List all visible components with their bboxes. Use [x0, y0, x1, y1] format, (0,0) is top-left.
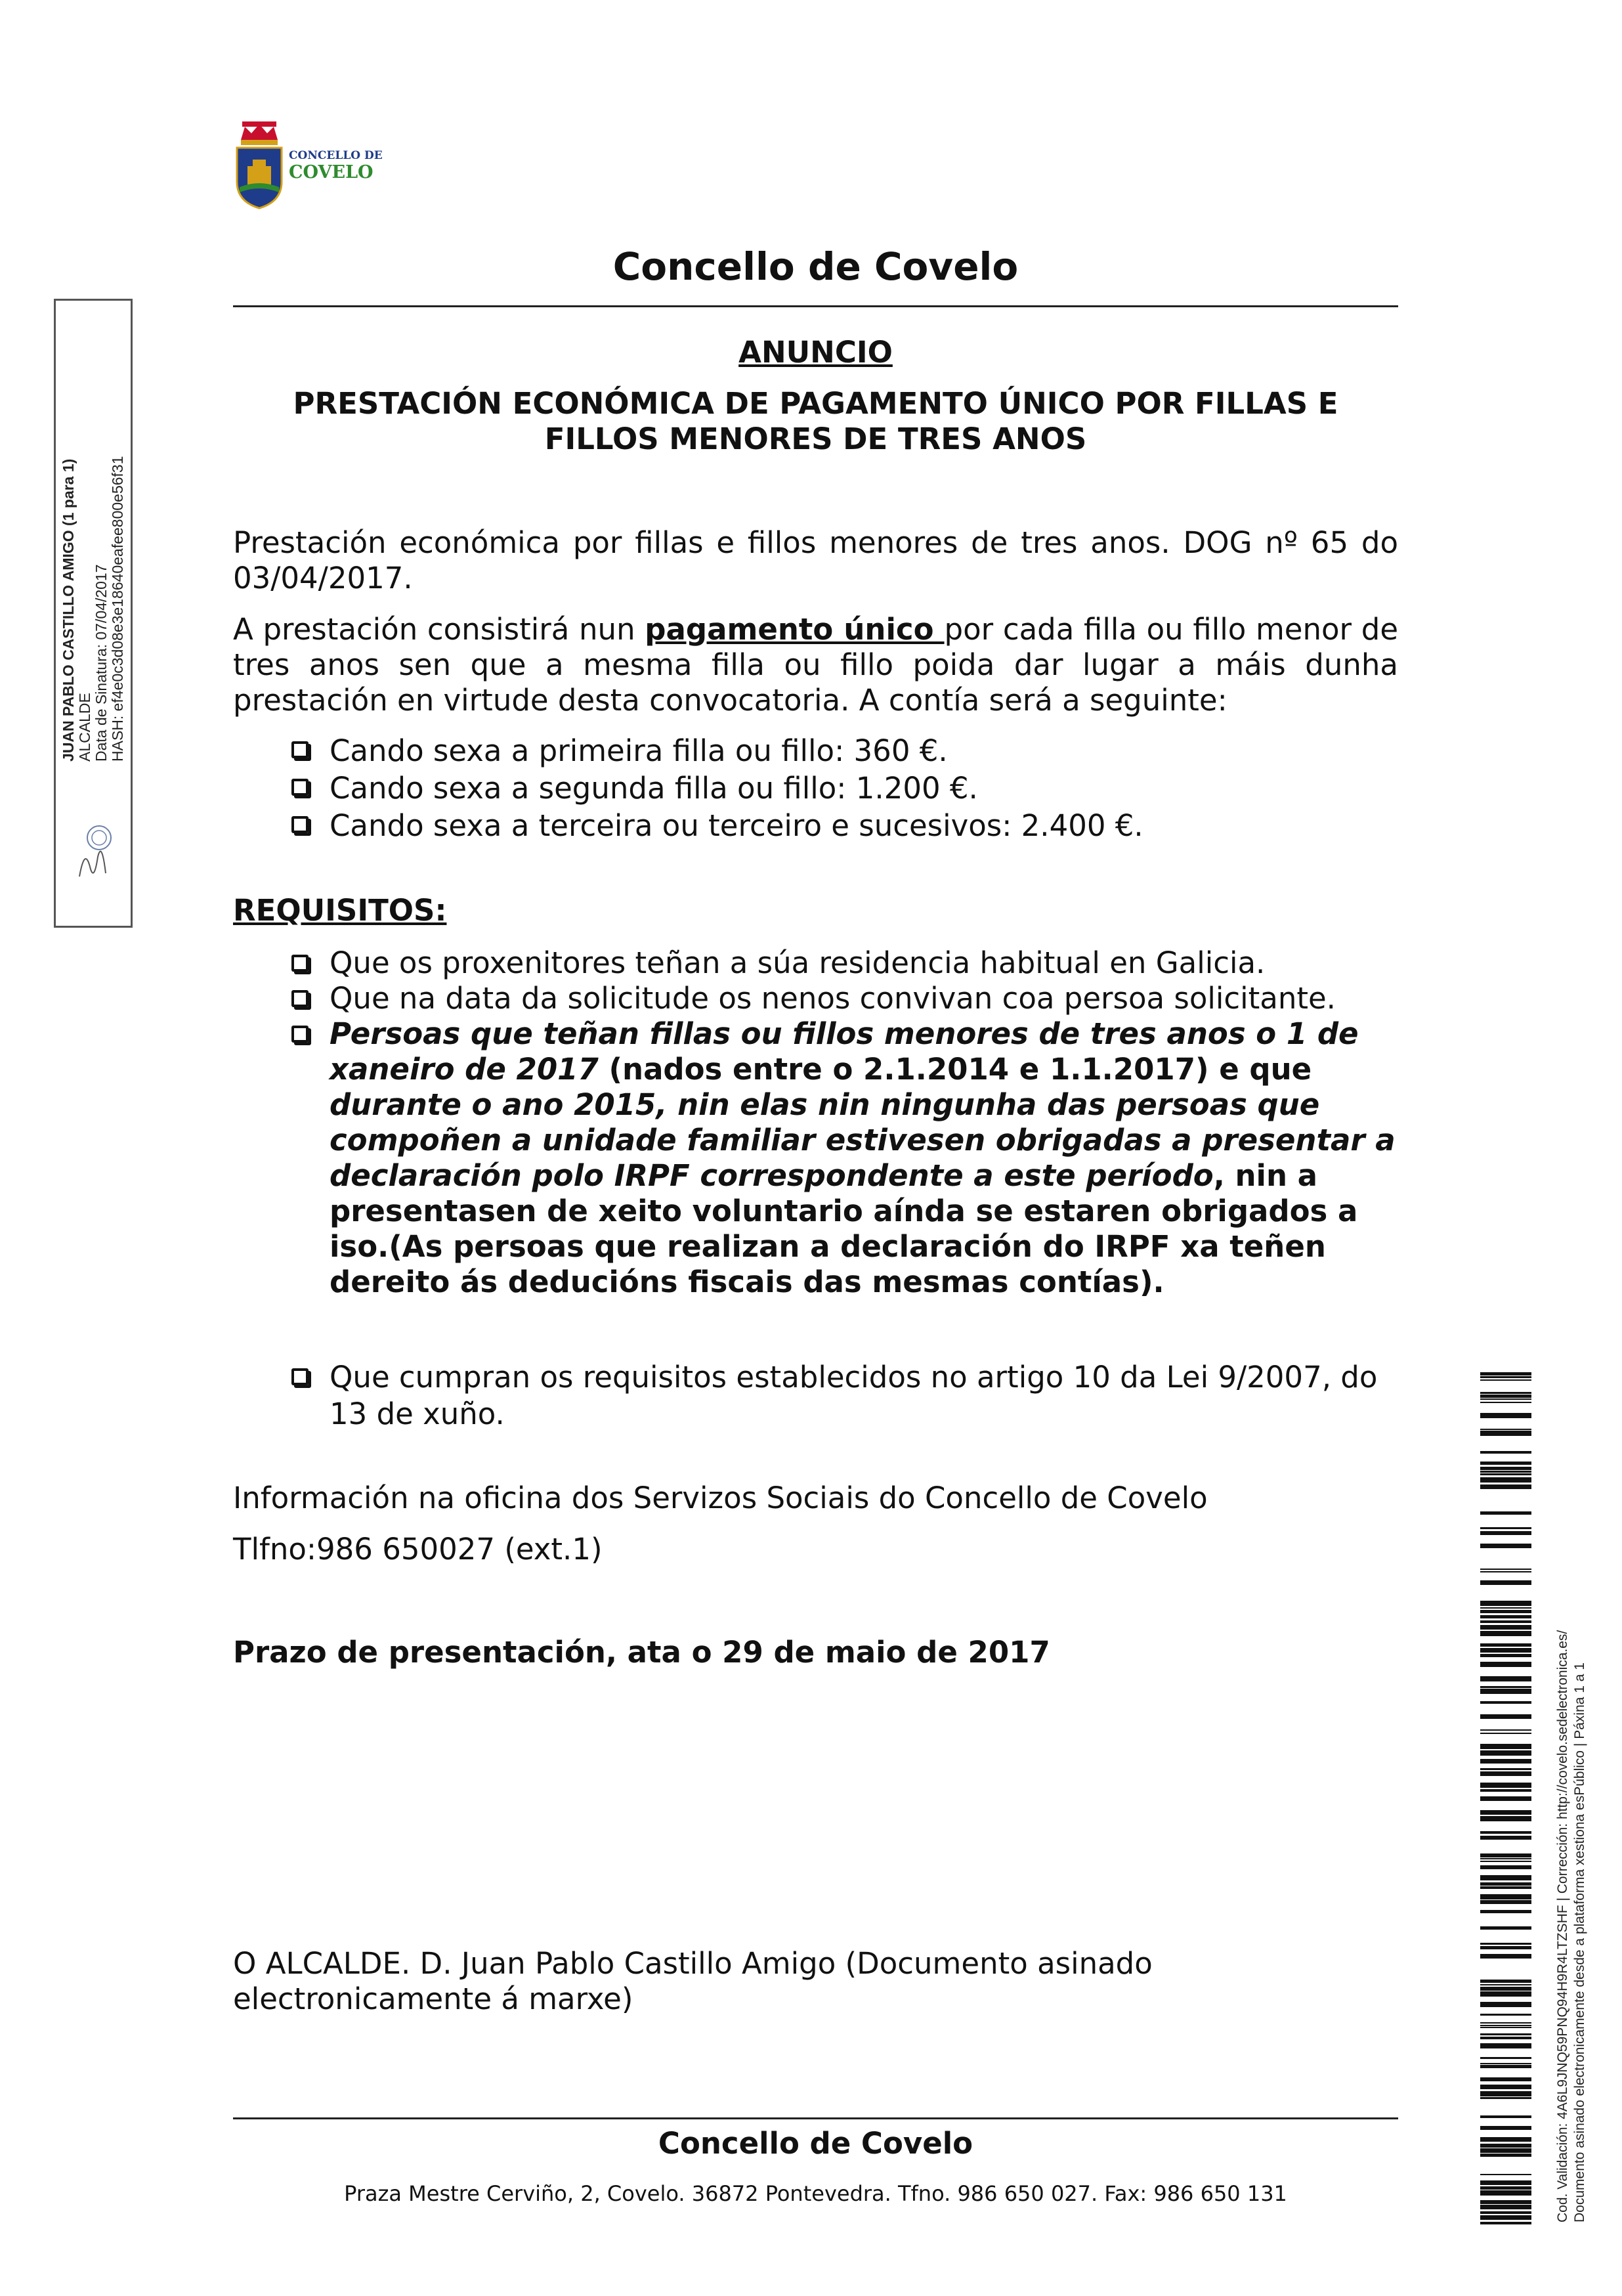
req-3-part-3: durante o ano 2015, nin elas nin ningunha das persoas que compoñen a unidade familiar estivesen obrigadas a presentar a declaración polo IRPF correspondente a este período	[330, 1087, 1396, 1193]
logo-line-1: CONCELLO DE	[289, 149, 383, 162]
header-divider	[233, 305, 1398, 307]
seal-signature-icon	[75, 821, 112, 886]
validation-line-1: Cod. Validación: 4A6L9JNQ59PNQ94H9R4LTZSHF | Corrección: http://covelo.sedelectronica.es/	[1555, 1630, 1570, 2222]
requirements-list	[289, 945, 1405, 1300]
checkbox-bullet-icon	[291, 779, 309, 796]
announcement-subtitle: PRESTACIÓN ECONÓMICA DE PAGAMENTO ÚNICO POR FILLAS E FILLOS MENORES DE TRES ANOS	[293, 386, 1338, 456]
footer-divider	[233, 2117, 1398, 2119]
list-item: Cando sexa a primeira filla ou fillo: 360 €.	[289, 732, 1405, 769]
signer-name: JUAN PABLO CASTILLO AMIGO (1 para 1)	[60, 458, 77, 762]
info-phone: Tlfno:986 650027 (ext.1)	[233, 1532, 603, 1567]
signature-hash: HASH: ef4e0c3d08e3e18640eafee800e56f31	[109, 456, 126, 762]
footer-address: Praza Mestre Cerviño, 2, Covelo. 36872 Pontevedra. Tfno. 986 650 027. Fax: 986 650 131	[344, 2181, 1287, 2206]
info-office: Información na oficina dos Servizos Sociais do Concello de Covelo	[233, 1481, 1208, 1515]
signer-role: ALCALDE	[76, 693, 93, 762]
req-3-part-2: (nados entre o 2.1.2014 e 1.1.2017) e que	[598, 1052, 1312, 1087]
list-item: Que os proxenitores teñan a súa residencia habitual en Galicia.	[289, 945, 1405, 981]
list-item: Cando sexa a segunda filla ou fillo: 1.200 €.	[289, 769, 1405, 807]
footer-title: Concello de Covelo	[658, 2126, 973, 2161]
list-item	[289, 1016, 1405, 1300]
amounts-list	[289, 732, 1405, 844]
intro-paragraph-2	[233, 612, 1398, 718]
checkbox-bullet-icon	[291, 741, 309, 758]
signature-date: Data de Sinatura: 07/04/2017	[93, 564, 110, 762]
logo-line-2: COVELO	[289, 162, 373, 183]
single-payment-term: pagamento único	[645, 612, 945, 647]
intro-p2-before: A prestación consistirá nun	[233, 612, 645, 647]
checkbox-bullet-icon	[291, 955, 309, 972]
validation-barcode	[1480, 1372, 1531, 2226]
list-item: Que na data da solicitude os nenos convivan coa persoa solicitante.	[289, 981, 1405, 1016]
coat-of-arms-icon	[233, 121, 286, 210]
municipality-logo	[233, 121, 391, 213]
validation-details	[1554, 1395, 1589, 2222]
announcement-heading: ANUNCIO	[738, 335, 893, 370]
checkbox-bullet-icon	[291, 1368, 309, 1385]
deadline: Prazo de presentación, ata o 29 de maio de 2017	[233, 1635, 1050, 1670]
intro-paragraph-1: Prestación económica por fillas e fillos menores de tres anos. DOG nº 65 do 03/04/2017.	[233, 525, 1398, 596]
requirements-list-continued	[289, 1359, 1405, 1433]
validation-line-2: Documento asinado electronicamente desde a plataforma xestiona esPúblico | Páxina 1 a 1	[1572, 1662, 1587, 2222]
checkbox-bullet-icon	[291, 816, 309, 833]
req-3-part-4: , nin a presentasen de xeito voluntario aínda se estaren obrigados a iso.(As persoas que realizan a declaración do IRPF xa teñen dereito ás deducións fiscais das mesmas contías).	[330, 1158, 1358, 1299]
signature-details	[60, 420, 126, 762]
list-item: Cando sexa a terceira ou terceiro e sucesivos: 2.400 €.	[289, 807, 1405, 844]
checkbox-bullet-icon	[291, 990, 309, 1007]
requirements-heading: REQUISITOS:	[233, 893, 447, 928]
req-3-part-1: Persoas que teñan fillas ou fillos menores de tres anos o 1 de xaneiro de 2017	[330, 1016, 1359, 1087]
page-title: Concello de Covelo	[612, 244, 1019, 289]
signature-line: O ALCALDE. D. Juan Pablo Castillo Amigo (Documento asinado electronicamente á marxe)	[233, 1946, 1153, 2016]
list-item: Que cumpran os requisitos establecidos no artigo 10 da Lei 9/2007, do 13 de xuño.	[289, 1359, 1405, 1433]
intro-p2-after: por cada filla ou fillo menor de tres anos sen que a mesma filla ou fillo poida dar lugar a máis dunha prestación en virtude desta convocatoria. A contía será a seguinte:	[233, 612, 1398, 718]
checkbox-bullet-icon	[291, 1026, 309, 1043]
